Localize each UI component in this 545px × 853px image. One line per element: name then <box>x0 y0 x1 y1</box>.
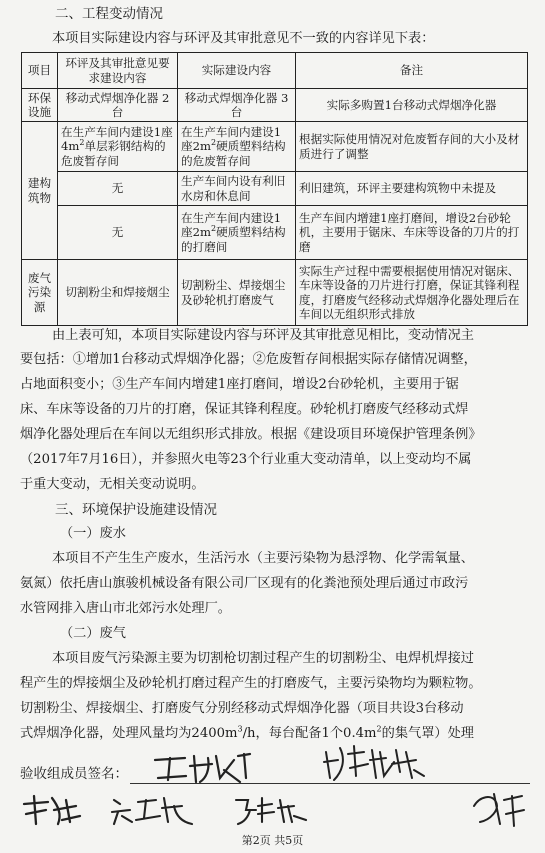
table-cell: 利旧建筑，环评主要建构筑物中未提及 <box>296 172 528 206</box>
handwritten-signature <box>108 792 198 830</box>
waste-gas-line: 本项目废气污染源主要为切割枪切割过程产生的切割粉尘、电焊机焊接过 <box>52 651 474 666</box>
handwritten-signature <box>18 790 88 830</box>
summary-line: 于重大变动，无相关变动说明。 <box>20 477 205 492</box>
handwritten-signature <box>232 792 312 828</box>
waste-gas-title: （二）废气 <box>60 626 126 641</box>
table-cell: 无 <box>58 172 178 206</box>
section2-title: 二、工程变动情况 <box>55 6 163 22</box>
summary-line: （2017年7月16日），并参照火电等23个行业重大变动清单，以上变动均不属 <box>20 452 472 467</box>
page-footer: 第2页 共5页 <box>241 834 304 847</box>
table-cell: 根据实际使用情况对危废暂存间的大小及材质进行了调整 <box>296 122 528 172</box>
superscript: 2 <box>210 224 217 234</box>
table-cell: 移动式焊烟净化器 3台 <box>178 89 296 122</box>
table-cell: 生产车间内设有利旧水房和休息间 <box>178 172 296 206</box>
table-header: 实际建设内容 <box>178 53 296 89</box>
table-cell: 在生产车间内建设1座$2m^2$硬质塑料结构的打磨间 <box>178 206 296 260</box>
summary-line: 床、车床等设备的刀片的打磨，保证其锋利程度。砂轮机打磨废气经移动式焊 <box>20 402 469 417</box>
summary-line: 占地面积变小；③生产车间内增建1座打磨间，增设2台砂轮机，主要用于锯 <box>20 377 459 392</box>
table-cell: 在生产车间内建设1座$2m^2$硬质塑料结构的危废暂存间 <box>178 122 296 172</box>
handwritten-signature <box>150 748 260 786</box>
summary-line: 烟净化器处理后在车间以无组织形式排放。根据《建设项目环境保护管理条例》 <box>20 427 482 442</box>
superscript: 2 <box>79 138 85 148</box>
wastewater-line: 氨氮）依托唐山旗骏机械设备有限公司厂区现有的化粪池预处理后通过市政污 <box>20 576 469 591</box>
summary-line: 由上表可知，本项目实际建设内容与环评及其审批意见相比，变动情况主 <box>52 328 474 343</box>
table-cell: 生产车间内增建1座打磨间，增设2台砂轮机，主要用于锯床、车床等设备的刀片的打磨 <box>296 206 528 260</box>
table-cell-category: 建构筑物 <box>22 122 58 260</box>
wastewater-line: 水管网排入唐山市北郊污水处理厂。 <box>20 601 231 616</box>
table-cell: 移动式焊烟净化器 2台 <box>58 89 178 122</box>
section3-title: 三、环境保护设施建设情况 <box>55 502 217 518</box>
handwritten-signature <box>320 742 430 784</box>
table-row <box>22 260 528 326</box>
text-segment: 的集气罩）处理 <box>381 726 474 741</box>
changes-table <box>21 52 528 326</box>
table-header: 环评及其审批意见要求建设内容 <box>58 53 178 89</box>
waste-gas-line <box>20 724 474 744</box>
table-header-row <box>22 53 528 89</box>
table-header: 项目 <box>22 53 58 89</box>
waste-gas-line: 程产生的焊接烟尘及砂轮机打磨过程产生的打磨废气，主要污染物均为颗粒物。 <box>20 676 482 691</box>
text-segment: 式焊烟净化器，处理风量均为2400m <box>20 726 238 741</box>
waste-gas-line: 切割粉尘、焊接烟尘、打磨废气分别经移动式焊烟净化器（项目共设3台移动 <box>20 701 464 716</box>
superscript: 2 <box>376 724 382 734</box>
wastewater-line: 本项目不产生生产废水，生活污水（主要污染物为悬浮物、化学需氧量、 <box>52 551 474 566</box>
table-row <box>22 172 528 206</box>
table-cell-category: 环保设施 <box>22 89 58 122</box>
table-cell: 实际生产过程中需要根据使用情况对锯床、车床等设备的刀片进行打磨，保证其锋利程度，打磨废气经移动式焊烟净化器处理后在车间以无组织形式排放 <box>296 260 528 326</box>
table-cell-category: 废气污染源 <box>22 260 58 326</box>
table-cell: 在生产车间内建设1座$4m^2$单层彩钢结构的危废暂存间 <box>58 122 178 172</box>
superscript: 2 <box>210 138 217 148</box>
table-row <box>22 206 528 260</box>
section2-intro: 本项目实际建设内容与环评及其审批意见不一致的内容详见下表： <box>52 31 435 46</box>
table-cell: 切割粉尘和焊接烟尘 <box>58 260 178 326</box>
table-cell: 切割粉尘、焊接烟尘及砂轮机打磨废气 <box>178 260 296 326</box>
wastewater-title: （一）废水 <box>60 526 126 541</box>
text-segment: /h，每台配备1个0.4m <box>242 726 377 741</box>
superscript: 3 <box>237 724 243 734</box>
signature-label: 验收组成员签名： <box>20 766 128 782</box>
table-row <box>22 89 528 122</box>
table-row <box>22 122 528 172</box>
handwritten-signature <box>466 786 530 830</box>
table-cell: 实际多购置1台移动式焊烟净化器 <box>296 89 528 122</box>
table-header: 备注 <box>296 53 528 89</box>
table-cell: 无 <box>58 206 178 260</box>
summary-line: 要包括：①增加1台移动式焊烟净化器；②危废暂存间根据实际存储情况调整， <box>20 352 477 367</box>
